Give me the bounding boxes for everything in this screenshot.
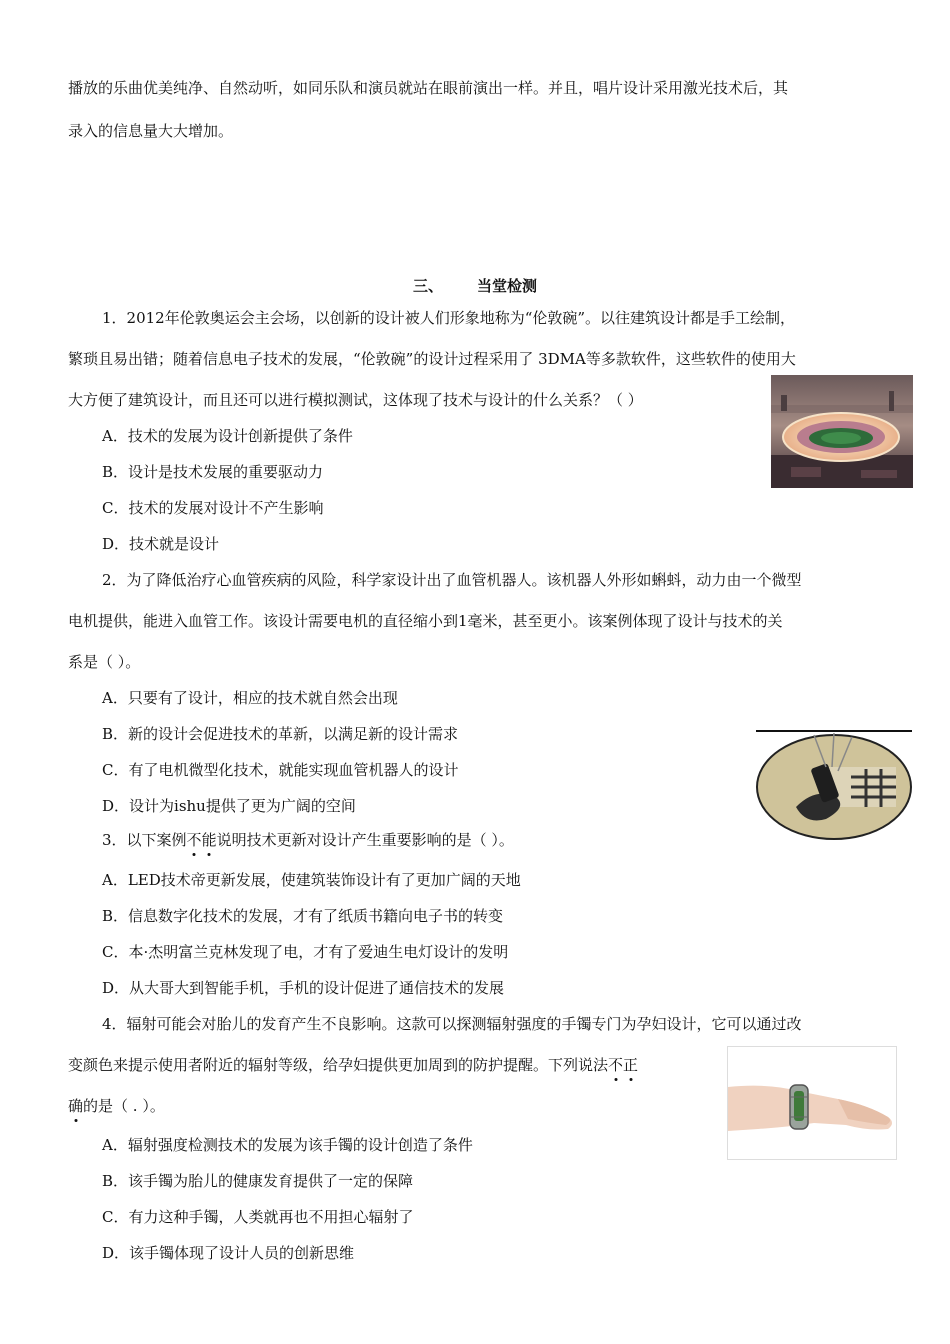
- q4-stem-line-3-text: 的是（ . ）。: [83, 1097, 165, 1115]
- q3-option-b: B．信息数字化技术的发展，才有了纸质书籍向电子书的转变: [102, 907, 504, 925]
- q3-stem: [102, 830, 514, 850]
- q2-stem-line-2: 电机提供，能进入血管工作。该设计需要电机的直径缩小到1毫米，甚至更小。该案例体现了设计与技术的关: [68, 612, 783, 630]
- q1-stem-line-3: 大方便了建筑设计，而且还可以进行模拟测试，这体现了技术与设计的什么关系？（ ）: [68, 391, 643, 409]
- blood-vessel-robot-photo: [756, 727, 912, 841]
- q4-stem-line-1: 4．辐射可能会对胎儿的发育产生不良影响。这款可以探测辐射强度的手镯专门为孕妇设计，它可以通过改: [102, 1015, 802, 1033]
- bracelet-illustration: [728, 1047, 896, 1159]
- q1-option-d: D．技术就是设计: [102, 535, 220, 553]
- q3-emphasis-char-1: 不: [186, 831, 202, 849]
- q2-stem-line-3: 系是（ ）。: [68, 653, 141, 671]
- q4-stem-line-2: [68, 1055, 638, 1075]
- q2-option-d: D．设计为ishu提供了更为广阔的空间: [102, 797, 356, 815]
- q4-stem-line-2-text: 变颜色来提示使用者附近的辐射等级，给孕妇提供更加周到的防护提醒。下列说法: [68, 1056, 609, 1074]
- section-title: [413, 276, 537, 296]
- q4-option-b: B．该手镯为胎儿的健康发育提供了一定的保障: [102, 1172, 414, 1190]
- intro-line-1: 播放的乐曲优美纯净、自然动听，如同乐队和演员就站在眼前演出一样。并且，唱片设计采用激光技术后，其: [68, 79, 789, 97]
- q1-option-b: B．设计是技术发展的重要驱动力: [102, 463, 324, 481]
- q2-stem-line-1: 2．为了降低治疗心血管疾病的风险，科学家设计出了血管机器人。该机器人外形如蝌蚪，动力由一个微型: [102, 571, 802, 589]
- robot-illustration: [756, 727, 912, 841]
- q2-option-c: C．有了电机微型化技术，就能实现血管机器人的设计: [102, 761, 459, 779]
- stadium-photo: [771, 375, 913, 488]
- radiation-bracelet-photo: [727, 1046, 897, 1160]
- section-title-text: 当堂检测: [477, 277, 538, 295]
- q4-stem-line-3: [68, 1096, 165, 1116]
- q1-option-c: C．技术的发展对设计不产生影响: [102, 499, 324, 517]
- intro-line-2: 录入的信息量大大增加。: [68, 122, 234, 140]
- stadium-illustration: [771, 375, 913, 488]
- section-number: 三、: [413, 277, 444, 295]
- q2-option-b: B．新的设计会促进技术的革新，以满足新的设计需求: [102, 725, 459, 743]
- q3-emphasis-char-2: 能: [201, 831, 217, 849]
- q3-stem-pre: 3．以下案例: [102, 831, 187, 849]
- q4-option-d: D．该手镯体现了设计人员的创新思维: [102, 1244, 355, 1262]
- q1-option-a: A．技术的发展为设计创新提供了条件: [102, 427, 353, 445]
- q3-stem-post: 说明技术更新对设计产生重要影响的是（ ）。: [216, 831, 514, 849]
- q1-stem-line-2: 繁琐且易出错；随着信息电子技术的发展，“伦敦碗”的设计过程采用了 3DMA等多款软件，这些软件的使用大: [68, 350, 796, 368]
- q3-option-c: C．本·杰明富兰克林发现了电，才有了爱迪生电灯设计的发明: [102, 943, 509, 961]
- q4-emphasis-char-1: 不: [608, 1056, 624, 1074]
- q4-option-c: C．有力这种手镯，人类就再也不用担心辐射了: [102, 1208, 414, 1226]
- q4-option-a: A．辐射强度检测技术的发展为该手镯的设计创造了条件: [102, 1136, 473, 1154]
- q3-option-d: D．从大哥大到智能手机，手机的设计促进了通信技术的发展: [102, 979, 505, 997]
- q4-emphasis-char-3: 确: [68, 1097, 84, 1115]
- q4-emphasis-char-2: 正: [623, 1056, 639, 1074]
- q1-stem-line-1: 1．2012年伦敦奥运会主会场，以创新的设计被人们形象地称为“伦敦碗”。以往建筑设计都是手工绘制，: [102, 309, 796, 327]
- q2-option-a: A．只要有了设计，相应的技术就自然会出现: [102, 689, 398, 707]
- q3-option-a: A．LED技术帝更新发展，使建筑装饰设计有了更加广阔的天地: [102, 871, 521, 889]
